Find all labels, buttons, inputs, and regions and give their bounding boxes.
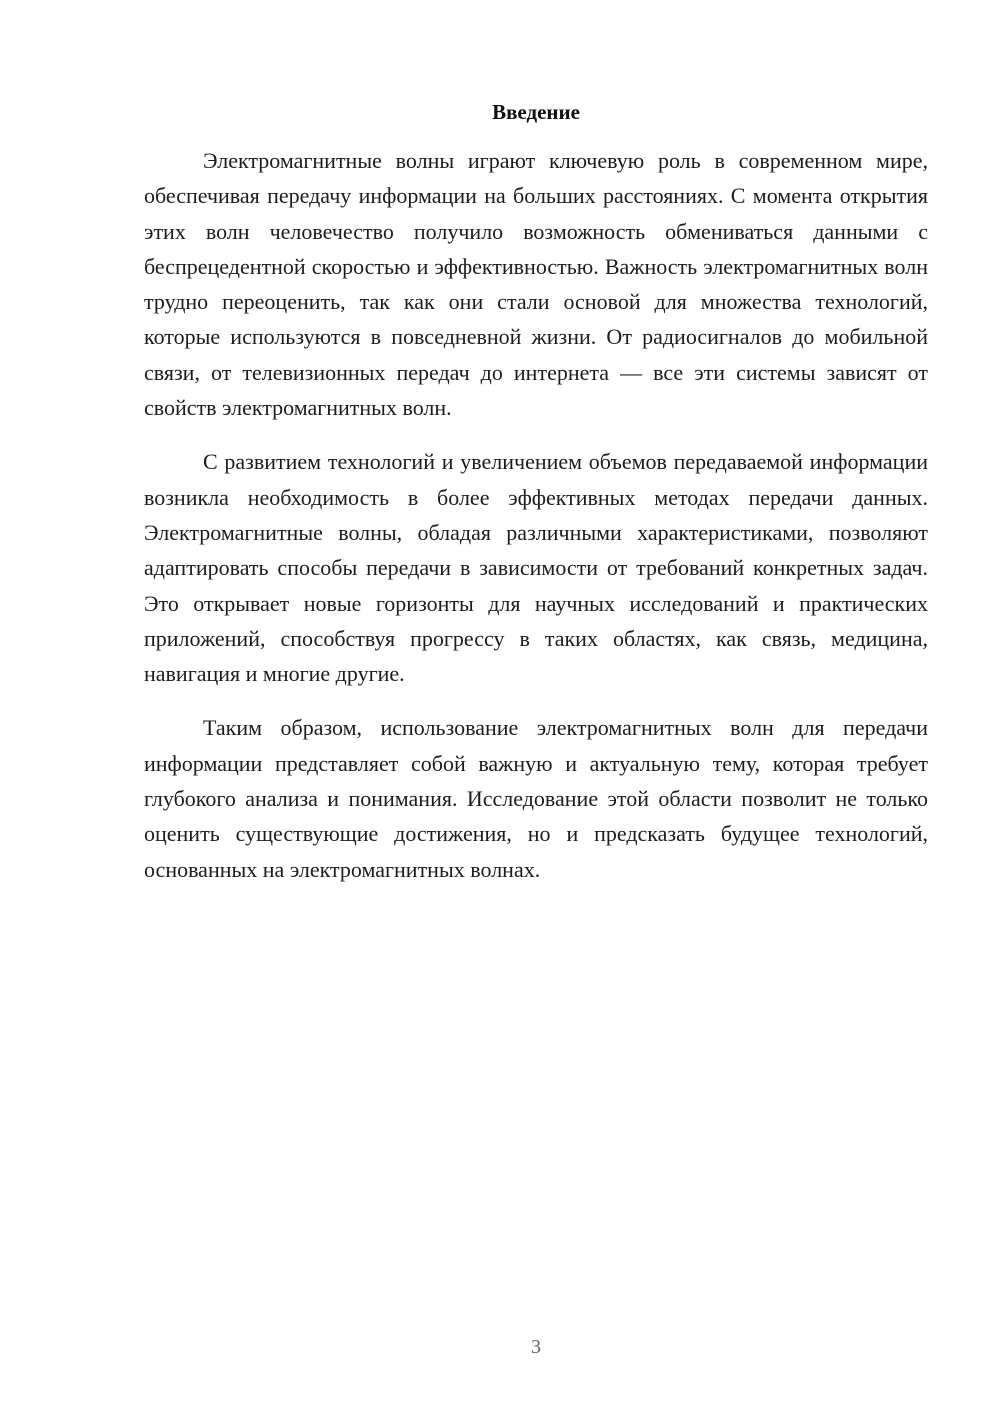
page-number: 3 [531,1336,541,1358]
paragraph-1: Электромагнитные волны играют ключевую роль в современном мире, обеспечивая передачу информации на больших расстояниях. С момента открытия этих волн человечество получило возможность обмениваться данными с беспрецедентной скоростью и эффективностью. Важность электромагнитных волн трудно переоценить, так как они стали основой для множества технологий, которые используются в повседневной жизни. От радиосигналов до мобильной связи, от телевизионных передач до интернета — все эти системы зависят от свойств электромагнитных волн. [144,148,928,421]
paragraph-2: С развитием технологий и увеличением объемов передаваемой информации возникла необходимость в более эффективных методах передачи данных. Электромагнитные волны, обладая различными характеристиками, позволяют адаптировать способы передачи в зависимости от требований конкретных задач. Это открывает новые горизонты для научных исследований и практических приложений, способствуя прогрессу в таких областях, как связь, медицина, навигация и многие другие. [144,449,928,687]
body-text [144,143,928,906]
paragraph-3: Таким образом, использование электромагнитных волн для передачи информации представляет собой важную и актуальную тему, которая требует глубокого анализа и понимания. Исследование этой области позволит не только оценить существующие достижения, но и предсказать будущее технологий, основанных на электромагнитных волнах. [144,715,928,882]
section-heading: Введение [492,100,580,124]
